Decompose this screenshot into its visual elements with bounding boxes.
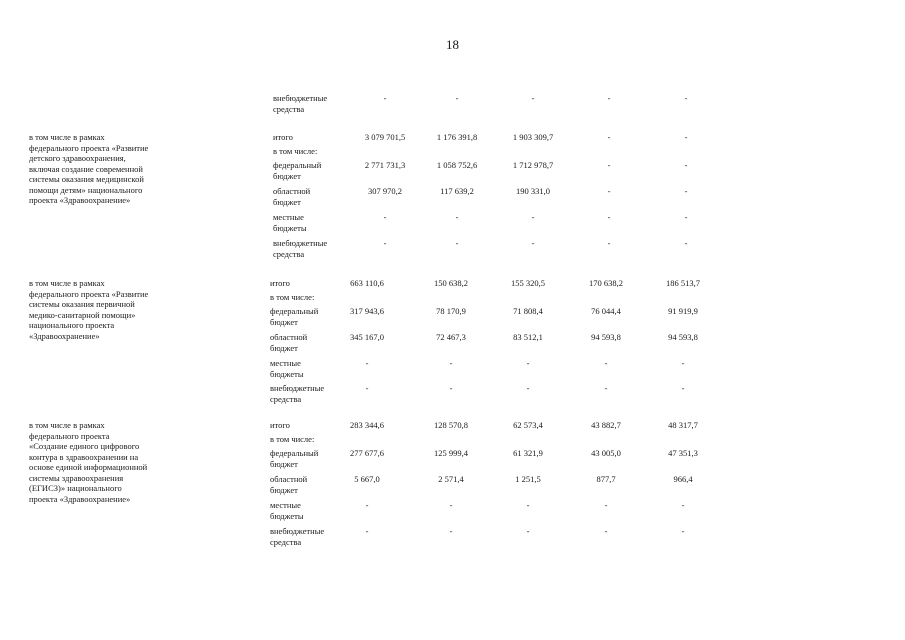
value-cell: 91 919,9 — [668, 306, 698, 316]
value-cell: 966,4 — [673, 474, 693, 484]
row-label: внебюджетные средства — [273, 93, 328, 114]
row-label: областной бюджет — [273, 186, 311, 207]
value-cell: 94 593,8 — [591, 332, 621, 342]
value-cell: - — [531, 238, 535, 248]
value-cell: - — [449, 526, 453, 536]
value-cell: - — [684, 238, 688, 248]
value-cell: - — [684, 212, 688, 222]
value-cell: 117 639,2 — [440, 186, 474, 196]
value-cell: 128 570,8 — [434, 420, 468, 430]
value-cell: - — [449, 383, 453, 393]
value-cell: 190 331,0 — [516, 186, 550, 196]
value-cell: - — [383, 238, 387, 248]
value-cell: 62 573,4 — [513, 420, 543, 430]
value-cell: 43 882,7 — [591, 420, 621, 430]
value-cell: - — [531, 212, 535, 222]
value-cell: 307 970,2 — [368, 186, 402, 196]
value-cell: 71 808,4 — [513, 306, 543, 316]
value-cell: - — [526, 500, 530, 510]
value-cell: 277 677,6 — [350, 448, 384, 458]
value-cell: 1 903 309,7 — [512, 132, 554, 142]
value-cell: 663 110,6 — [350, 278, 384, 288]
value-cell: - — [684, 132, 688, 142]
value-cell: 877,7 — [596, 474, 616, 484]
value-cell: 83 512,1 — [513, 332, 543, 342]
value-cell: - — [681, 526, 685, 536]
value-cell: - — [365, 383, 369, 393]
row-label: внебюджетные средства — [273, 238, 328, 259]
value-cell: - — [607, 212, 611, 222]
row-label: федеральный бюджет — [270, 448, 319, 469]
value-cell: 2 571,4 — [438, 474, 464, 484]
value-cell: - — [604, 526, 608, 536]
row-label: итого — [273, 132, 293, 142]
value-cell: - — [604, 500, 608, 510]
value-cell: 1 176 391,8 — [436, 132, 478, 142]
row-label: федеральный бюджет — [273, 160, 322, 181]
section-description: в том числе в рамках федерального проекта «Развитие детского здравоохранения, включая создание современной системы оказания медицинской помощи детям» национального проекта «Здравоохранение» — [29, 132, 149, 205]
row-label: местные бюджеты — [270, 358, 304, 379]
value-cell: 43 005,0 — [591, 448, 621, 458]
value-cell: - — [607, 160, 611, 170]
value-cell: - — [531, 93, 535, 103]
value-cell: 72 467,3 — [436, 332, 466, 342]
value-cell: 125 999,4 — [434, 448, 468, 458]
value-cell: 283 344,6 — [350, 420, 384, 430]
value-cell: - — [604, 383, 608, 393]
value-cell: 3 079 701,5 — [364, 132, 406, 142]
value-cell: - — [681, 500, 685, 510]
value-cell: - — [526, 526, 530, 536]
value-cell: - — [365, 500, 369, 510]
value-cell: - — [526, 383, 530, 393]
value-cell: 317 943,6 — [350, 306, 384, 316]
value-cell: - — [604, 358, 608, 368]
value-cell: - — [607, 186, 611, 196]
value-cell: - — [607, 132, 611, 142]
value-cell: 76 044,4 — [591, 306, 621, 316]
value-cell: - — [607, 238, 611, 248]
row-label: итого — [270, 278, 290, 288]
value-cell: 5 667,0 — [354, 474, 380, 484]
value-cell: 1 712 978,7 — [512, 160, 554, 170]
value-cell: 47 351,3 — [668, 448, 698, 458]
value-cell: 78 170,9 — [436, 306, 466, 316]
value-cell: - — [607, 93, 611, 103]
row-label: в том числе: — [270, 434, 315, 444]
value-cell: 150 638,2 — [434, 278, 468, 288]
value-cell: 155 320,5 — [511, 278, 545, 288]
page-number: 18 — [446, 37, 459, 52]
row-label: областной бюджет — [270, 332, 308, 353]
row-label: в том числе: — [270, 292, 315, 302]
row-label: местные бюджеты — [273, 212, 307, 233]
value-cell: - — [383, 93, 387, 103]
row-label: итого — [270, 420, 290, 430]
row-label: областной бюджет — [270, 474, 308, 495]
section-description: в том числе в рамках федерального проекта «Создание единого цифрового контура в здравоохранении на основе единой информационной системы здравоохранения (ЕГИСЗ)» национального проекта «Здравоохранение» — [29, 420, 148, 504]
value-cell: - — [449, 500, 453, 510]
section-description: в том числе в рамках федерального проекта «Развитие системы оказания первичной медико-санитарной помощи» национального проекта «Здравоохранение» — [29, 278, 149, 341]
value-cell: - — [383, 212, 387, 222]
row-label: в том числе: — [273, 146, 318, 156]
value-cell: 1 251,5 — [515, 474, 541, 484]
value-cell: - — [681, 358, 685, 368]
value-cell: 186 513,7 — [666, 278, 700, 288]
value-cell: 2 771 731,3 — [364, 160, 406, 170]
value-cell: 48 317,7 — [668, 420, 698, 430]
row-label: внебюджетные средства — [270, 526, 325, 547]
value-cell: - — [684, 93, 688, 103]
value-cell: - — [684, 160, 688, 170]
value-cell: - — [455, 238, 459, 248]
value-cell: 61 321,9 — [513, 448, 543, 458]
value-cell: - — [455, 212, 459, 222]
row-label: местные бюджеты — [270, 500, 304, 521]
value-cell: - — [449, 358, 453, 368]
value-cell: - — [684, 186, 688, 196]
value-cell: 94 593,8 — [668, 332, 698, 342]
row-label: внебюджетные средства — [270, 383, 325, 404]
value-cell: - — [365, 526, 369, 536]
value-cell: - — [681, 383, 685, 393]
value-cell: 1 058 752,6 — [436, 160, 478, 170]
value-cell: - — [455, 93, 459, 103]
value-cell: - — [365, 358, 369, 368]
value-cell: 170 638,2 — [589, 278, 623, 288]
value-cell: - — [526, 358, 530, 368]
value-cell: 345 167,0 — [350, 332, 384, 342]
row-label: федеральный бюджет — [270, 306, 319, 327]
